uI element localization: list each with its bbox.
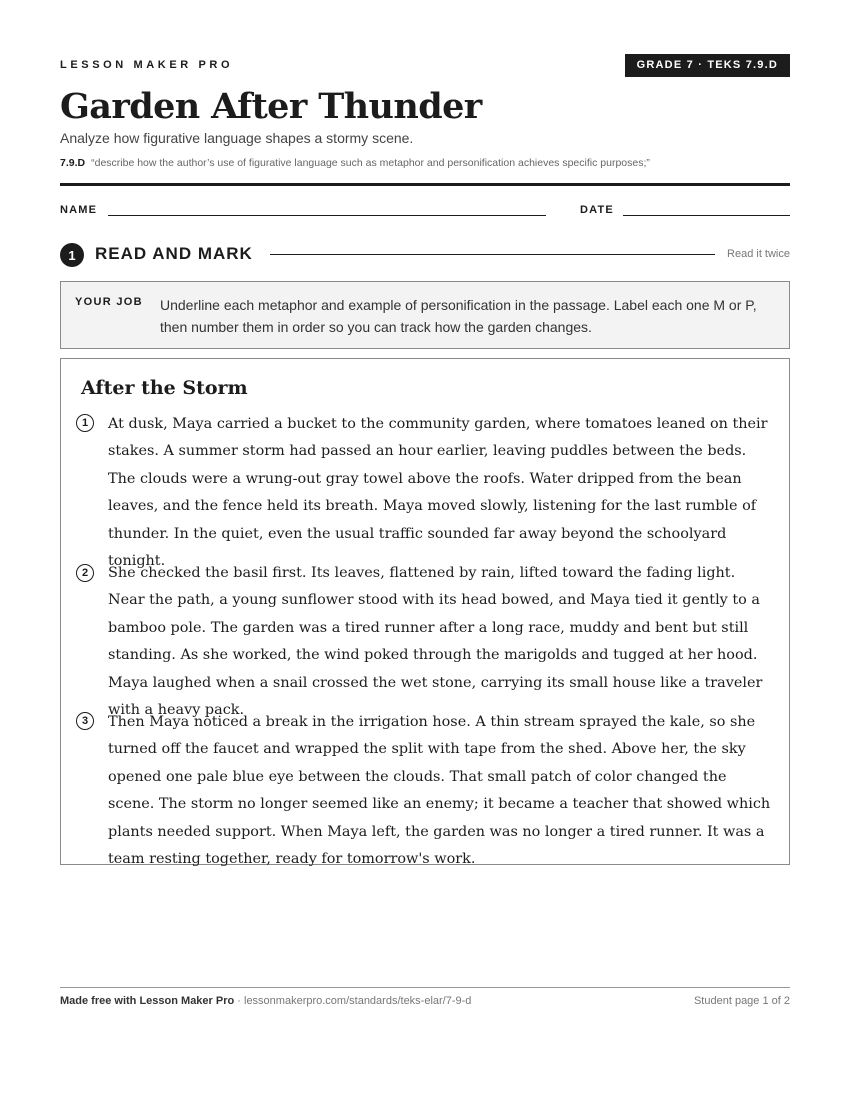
reading-passage [60,358,790,868]
standard-code: 7.9.D [60,157,86,169]
footer-brand: Made free with Lesson Maker Pro [60,995,235,1007]
paragraph-number: 2 [76,564,94,582]
standard-line [60,157,650,169]
standard-text: “describe how the author’s use of figurative language such as metaphor and personification achieves specific purposes;” [91,157,650,169]
page-title: Garden After Thunder [60,86,482,127]
section-number-badge: 1 [60,243,84,267]
brand-name: LESSON MAKER PRO [60,59,234,71]
date-label: DATE [580,204,614,216]
footer-url[interactable]: · lessonmakerpro.com/standards/teks-elar/7-9-d [234,995,472,1007]
paragraph-text: At dusk, Maya carried a bucket to the community garden, where tomatoes leaned on their stakes. A summer storm had passed an hour earlier, leaving puddles between the beds. The clouds were a wrung-out gray towel above the roofs. Water dripped from the bean leaves, and the fence held its breath. Maya moved slowly, listening for the last rumble of thunder. In the quiet, even the usual traffic sounded far away beyond the schoolyard tonight. [108,416,768,570]
paragraph-text: She checked the basil first. Its leaves, flattened by rain, lifted toward the fading light. Near the path, a young sunflower stood with its head bowed, and Maya tied it gently to a bamboo pole. The garden was a tired runner after a long race, muddy and bent but still standing. As she worked, the wind poked through the marigolds and tugged at her hood. Maya laughed when a snail crossed the wet stone, carrying its small house like a traveler with a heavy pack. [108,565,763,719]
footer-credit [60,995,471,1007]
instructions-text: Underline each metaphor and example of personification in the passage. Label each one M or P, then number them in order so you can track how the garden changes. [160,297,757,335]
section-divider [270,254,715,255]
name-label: NAME [60,204,98,216]
section-title: READ AND MARK [95,244,253,263]
paragraph-text: Then Maya noticed a break in the irrigation hose. A thin stream sprayed the kale, so she turned off the faucet and wrapped the split with tape from the shed. Above her, the sky opened one pale blue eye between the clouds. That small patch of color changed the scene. The storm no longer seemed like an enemy; it became a teacher that showed which plants needed support. When Maya left, the garden was no longer a tired runner. It was a team resting together, ready for tomorrow's work. [108,714,771,868]
passage-title: After the Storm [81,377,248,399]
header-divider [60,183,790,186]
instructions-label: YOUR JOB [75,296,143,308]
footer-divider [60,987,790,988]
page-subtitle: Analyze how figurative language shapes a stormy scene. [60,130,414,146]
section-note: Read it twice [727,248,790,260]
paragraph-number: 3 [76,712,94,730]
paragraph-number: 1 [76,414,94,432]
instructions-box [60,281,790,349]
date-field-line[interactable] [623,215,790,216]
worksheet-page [60,0,790,1100]
page-indicator: Student page 1 of 2 [693,995,790,1007]
grade-badge: GRADE 7 · TEKS 7.9.D [625,54,790,77]
name-field-line[interactable] [108,215,546,216]
